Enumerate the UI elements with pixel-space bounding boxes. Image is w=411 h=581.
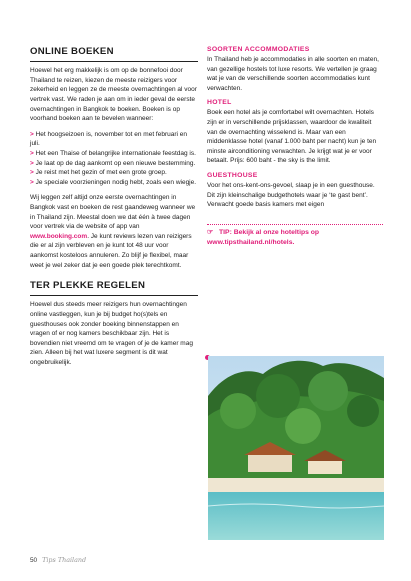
page-footer — [30, 556, 86, 564]
booking-paragraph: Wij leggen zelf altijd onze eerste overnachtingen in Bangkok vast en boeken de rest gaandeweg wanneer we in Thailand zijn. Meestal doen we dat één à twee dagen voor vertrek via de website of app van www.booking.com. Je kunt reviews lezen van reizigers die er al zijn verbleven en je kunt tot 48 uur voor aankomst kosteloos annuleren. Zo blijf je flexibel, maar weet je wel zeker dat je een goede plek terechtkomt. — [30, 194, 196, 269]
list-item: > Je reist met het gezin of met een grote groep. — [30, 169, 167, 177]
hotel-paragraph: Boek een hotel als je comfortabel wilt overnachten. Hotels zijn er in verschillende prijsklassen, waardoor de kwaliteit van de overnachting wisselend is. Maar van een middenklasse hotel (vanaf 1.000 baht per nacht) kun je ten minste airconditioning verwachten. Je krijgt wat je er voor betaalt. Prijs: 600 baht - the sky is the limit. — [207, 109, 377, 165]
heading-rule — [30, 295, 198, 296]
intro-paragraph: Hoewel het erg makkelijk is om op de bonnefooi door Thailand te reizen, kiezen de meeste reizigers voor zekerheid en leggen ze de meeste overnachtingen al voor vertrek vast. We raden je aan om in ieder geval de eerste overnachtingen in Bangkok te boeken. Boeken is op voorhand boeken aan te bevelen wanneer: — [30, 67, 197, 123]
tip-box: ☞ TIP: Bekijk al onze hoteltips op www.tipsthailand.nl/hotels. — [207, 224, 383, 248]
arrow-right-icon: > — [30, 178, 34, 186]
list-item: > Het hoogseizoen is, november tot en met februari en juli. — [30, 130, 188, 148]
heading-rule — [30, 61, 198, 62]
left-column — [30, 46, 198, 374]
page-number: 50 — [30, 557, 38, 564]
hotels-link[interactable]: www.tipsthailand.nl/hotels. — [207, 238, 295, 246]
list-item: > Je speciale voorzieningen nodig hebt, zoals een wiegje. — [30, 178, 197, 186]
list-item: > Je laat op de dag aankomt op een nieuwe bestemming. — [30, 159, 196, 167]
arrow-right-icon: > — [30, 130, 34, 138]
brand-name: Tips Thailand — [42, 556, 87, 564]
beach-resort-photo — [208, 356, 384, 540]
heading-ter-plekke-regelen: TER PLEKKE REGELEN — [30, 280, 146, 292]
booking-reasons-list — [30, 130, 198, 188]
heading-guesthouse: GUESTHOUSE — [207, 171, 258, 179]
list-item: > Het een Thaise of belangrijke internationale feestdag is. — [30, 150, 196, 158]
heading-soorten-accommodaties: SOORTEN ACCOMMODATIES — [207, 46, 310, 53]
right-column — [207, 46, 383, 248]
soorten-paragraph: In Thailand heb je accommodaties in alle soorten en maten, van gezellige hostels tot luxe resorts. We vertellen je graag wat je van de verschillende soorten accommodaties kunt verwachten. — [207, 56, 379, 92]
pointing-hand-icon: ☞ — [207, 228, 214, 236]
heading-online-boeken: ONLINE BOEKEN — [30, 46, 114, 57]
arrow-right-icon: > — [30, 169, 34, 177]
booking-link[interactable]: www.booking.com — [30, 232, 88, 240]
arrow-right-icon: > — [30, 150, 34, 158]
arrow-right-icon: > — [30, 159, 34, 167]
on-site-paragraph: Hoewel dus steeds meer reizigers hun overnachtingen online vastleggen, kun je bij budget ho(s)tels en guesthouses ook zonder boeking binnenstappen en vragen of er nog kamers beschikbaar zijn. Het is bovendien niet vreemd om te vragen of je de kamer mag zien. Alleen bij het wat luxere segment is dit wat ongebruikelijk. — [30, 301, 193, 367]
guesthouse-paragraph: Voor het ons-kent-ons-gevoel, slaap je in een guesthouse. Dit zijn kleinschalige budgethotels waar je ‘te gast bent’. Verwacht goede basis kamers met eigen — [207, 181, 375, 209]
heading-hotel: HOTEL — [207, 99, 232, 107]
